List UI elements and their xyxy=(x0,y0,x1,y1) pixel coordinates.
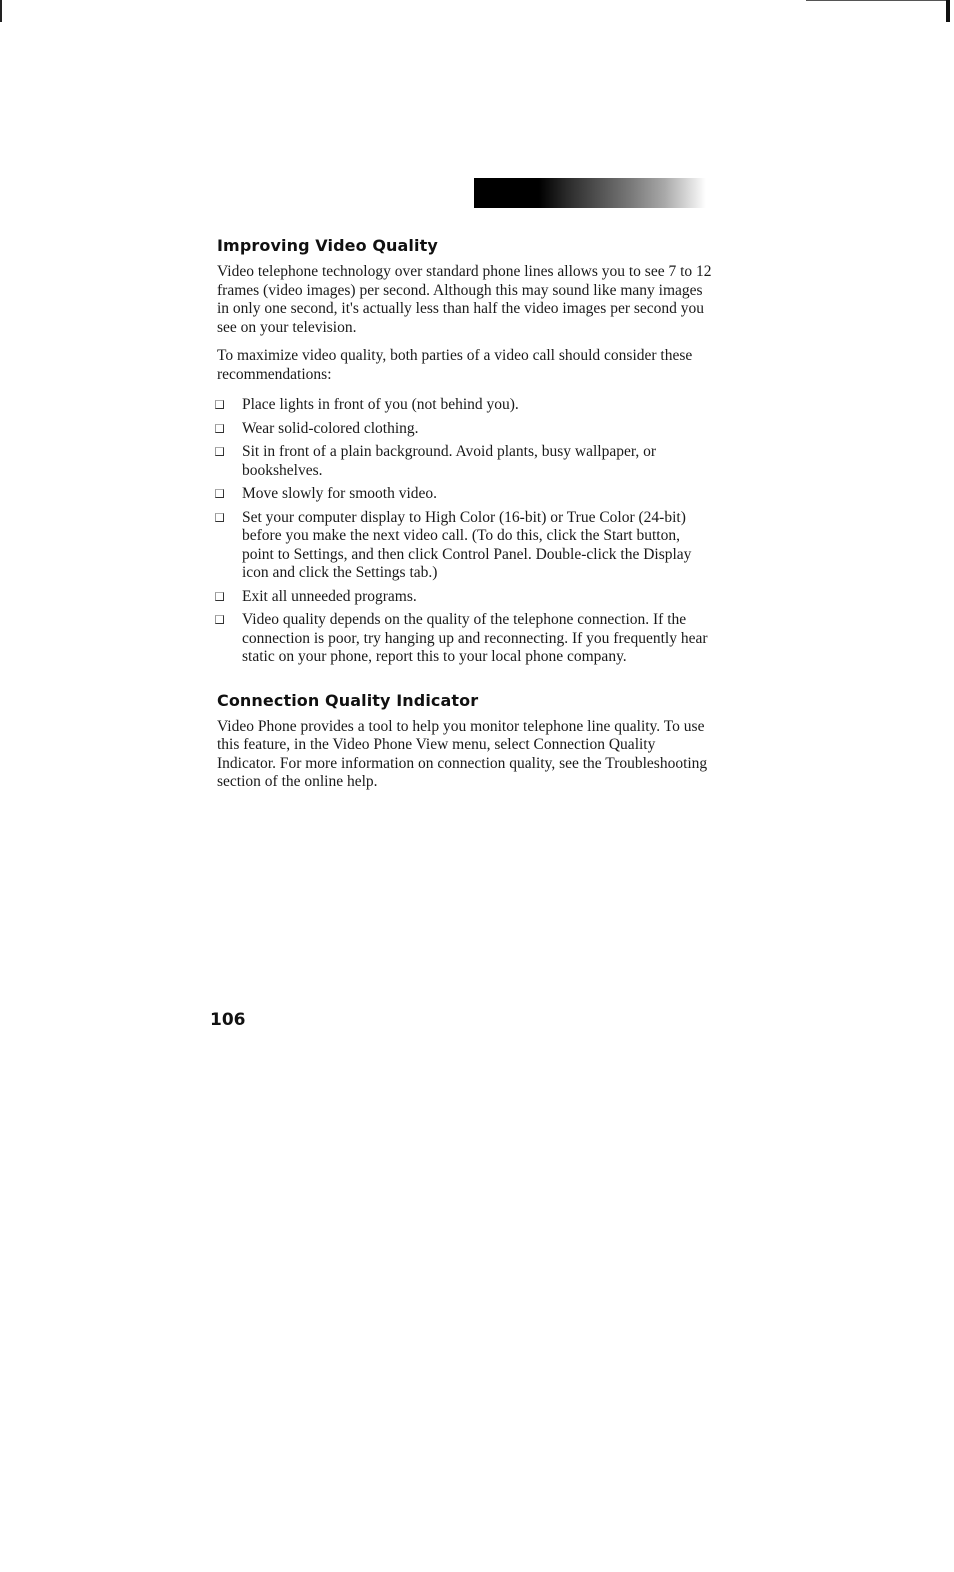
intro-paragraph: Video telephone technology over standard phone lines allows you to see 7 to 12 frames (video images) per second. Although this may sound like many images in only one second, it's actually less than half the video images per second you see on your television. xyxy=(217,263,712,336)
list-item-text: Video quality depends on the quality of the telephone connection. If the connection is poor, try hanging up and reconnecting. If you frequently hear static on your phone, report this to your local phone company. xyxy=(242,611,708,665)
checkbox-icon xyxy=(215,447,224,456)
checkbox-icon xyxy=(215,615,224,624)
recommendations-intro: To maximize video quality, both parties of a video call should consider these recommendations: xyxy=(217,347,693,383)
list-item xyxy=(213,588,713,607)
list-item-text: Set your computer display to High Color (16-bit) or True Color (24-bit) before you make the next video call. (To do this, click the Start button, point to Settings, and then click Control Panel. Double-click the Display icon and click the Settings tab.) xyxy=(242,508,692,581)
checkbox-icon xyxy=(215,424,224,433)
checkbox-icon xyxy=(215,400,224,409)
section-heading-improving-video-quality: Improving Video Quality xyxy=(217,236,438,255)
list-item xyxy=(213,420,713,439)
list-item-text: Move slowly for smooth video. xyxy=(242,485,438,502)
section-heading-connection-quality-indicator: Connection Quality Indicator xyxy=(217,690,479,710)
scan-edge-mark xyxy=(0,0,2,22)
list-item xyxy=(213,443,713,480)
list-item-text: Wear solid-colored clothing. xyxy=(242,419,419,437)
checkbox-icon xyxy=(215,592,224,601)
list-item-text: Exit all unneeded programs. xyxy=(242,587,417,605)
checkbox-icon xyxy=(215,513,224,522)
chapter-header-bar xyxy=(474,178,706,208)
list-item xyxy=(213,485,713,504)
page-content xyxy=(213,236,713,802)
page-number: 106 xyxy=(210,1010,246,1030)
list-item-text: Place lights in front of you (not behind you). xyxy=(242,396,519,413)
list-item-text: Sit in front of a plain background. Avoid plants, busy wallpaper, or bookshelves. xyxy=(242,443,657,479)
scan-corner-mark xyxy=(946,0,950,22)
list-item xyxy=(213,509,713,583)
recommendations-list xyxy=(213,396,713,667)
list-item xyxy=(213,396,713,415)
list-item xyxy=(213,611,713,667)
scan-top-rule xyxy=(806,0,946,1)
checkbox-icon xyxy=(215,489,224,498)
connection-quality-paragraph: Video Phone provides a tool to help you monitor telephone line quality. To use this feature, in the Video Phone View menu, select Connection Quality Indicator. For more information on connection quality, see the Troubleshooting section of the online help. xyxy=(217,717,708,790)
